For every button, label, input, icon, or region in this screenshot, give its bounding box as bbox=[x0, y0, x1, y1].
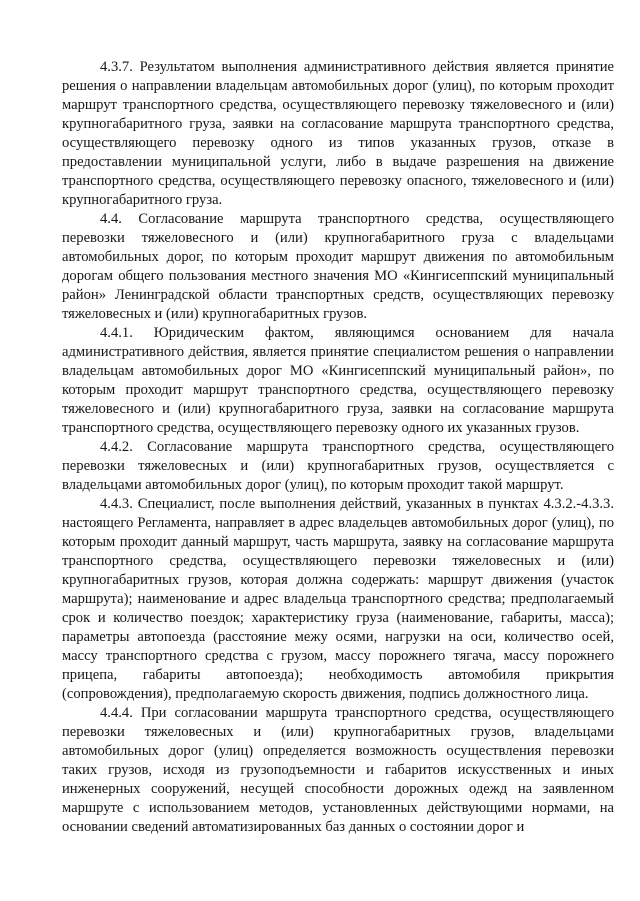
paragraph-4-4-1: 4.4.1. Юридическим фактом, являющимся основанием для начала административного действия, является принятие специалистом решения о направлении владельцам автомобильных дорог МО «Кингисеппский муниципальный район», по которым проходит маршрут транспортного средства, осуществляющего перевозку тяжеловесного и (или) крупногабаритного груза, заявки на согласование маршрута транспортного средства, осуществляющего перевозку одного их указанных грузов. bbox=[62, 325, 614, 436]
paragraph-4-4-3: 4.4.3. Специалист, после выполнения действий, указанных в пунктах 4.3.2.-4.3.3. настоящего Регламента, направляет в адрес владельцев автомобильных дорог (улиц), по которым проходит данный маршрут, часть маршрута, заявку на согласование маршрута транспортного средства, осуществляющего перевозки тяжеловесных и (или) крупногабаритных грузов, которая должна содержать: маршрут движения (участок маршрута); наименование и адрес владельца транспортного средства; предполагаемый срок и количество поездок; характеристику груза (наименование, габариты, масса); параметры автопоезда (расстояние межу осями, нагрузки на оси, количество осей, массу транспортного средства с грузом, массу порожнего тягача, массу порожнего прицепа, габариты автопоезда); необходимость автомобиля прикрытия (сопровождения), предполагаемую скорость движения, подпись должностного лица. bbox=[62, 496, 614, 702]
paragraph-4-4-2: 4.4.2. Согласование маршрута транспортного средства, осуществляющего перевозки тяжеловесных и (или) крупногабаритных грузов, осуществляется с владельцами автомобильных дорог (улиц), по которым проходит такой маршрут. bbox=[62, 439, 614, 493]
paragraph-4-3-7: 4.3.7. Результатом выполнения административного действия является принятие решения о направлении владельцам автомобильных дорог (улиц), по которым проходит маршрут транспортного средства, осуществляющего перевозку тяжеловесного и (или) крупногабаритного груза, заявки на согласование маршрута транспортного средства, осуществляющего перевозку одного из типов указанных грузов, отказе в предоставлении муниципальной услуги, либо в выдаче разрешения на движение транспортного средства, осуществляющего перевозку опасного, тяжеловесного и (или) крупногабаритного груза. bbox=[62, 59, 614, 208]
document-page bbox=[62, 58, 614, 837]
paragraph-4-4: 4.4. Согласование маршрута транспортного средства, осуществляющего перевозки тяжеловесного и (или) крупногабаритного груза с владельцами автомобильных дорог, по которым проходит маршрут движения по автомобильным дорогам общего пользования местного значения МО «Кингисеппский муниципальный район» Ленинградской области транспортных средств, осуществляющих перевозку тяжеловесных и (или) крупногабаритных грузов. bbox=[62, 211, 614, 322]
paragraph-4-4-4: 4.4.4. При согласовании маршрута транспортного средства, осуществляющего перевозки тяжеловесных и (или) крупногабаритных грузов, владельцами автомобильных дорог (улиц) определяется возможность осуществления перевозки таких грузов, исходя из грузоподъемности и габаритов искусственных и иных инженерных сооружений, несущей способности дорожных одежд на заявленном маршруте с использованием методов, установленных действующими нормами, на основании сведений автоматизированных баз данных о состоянии дорог и bbox=[62, 705, 614, 835]
